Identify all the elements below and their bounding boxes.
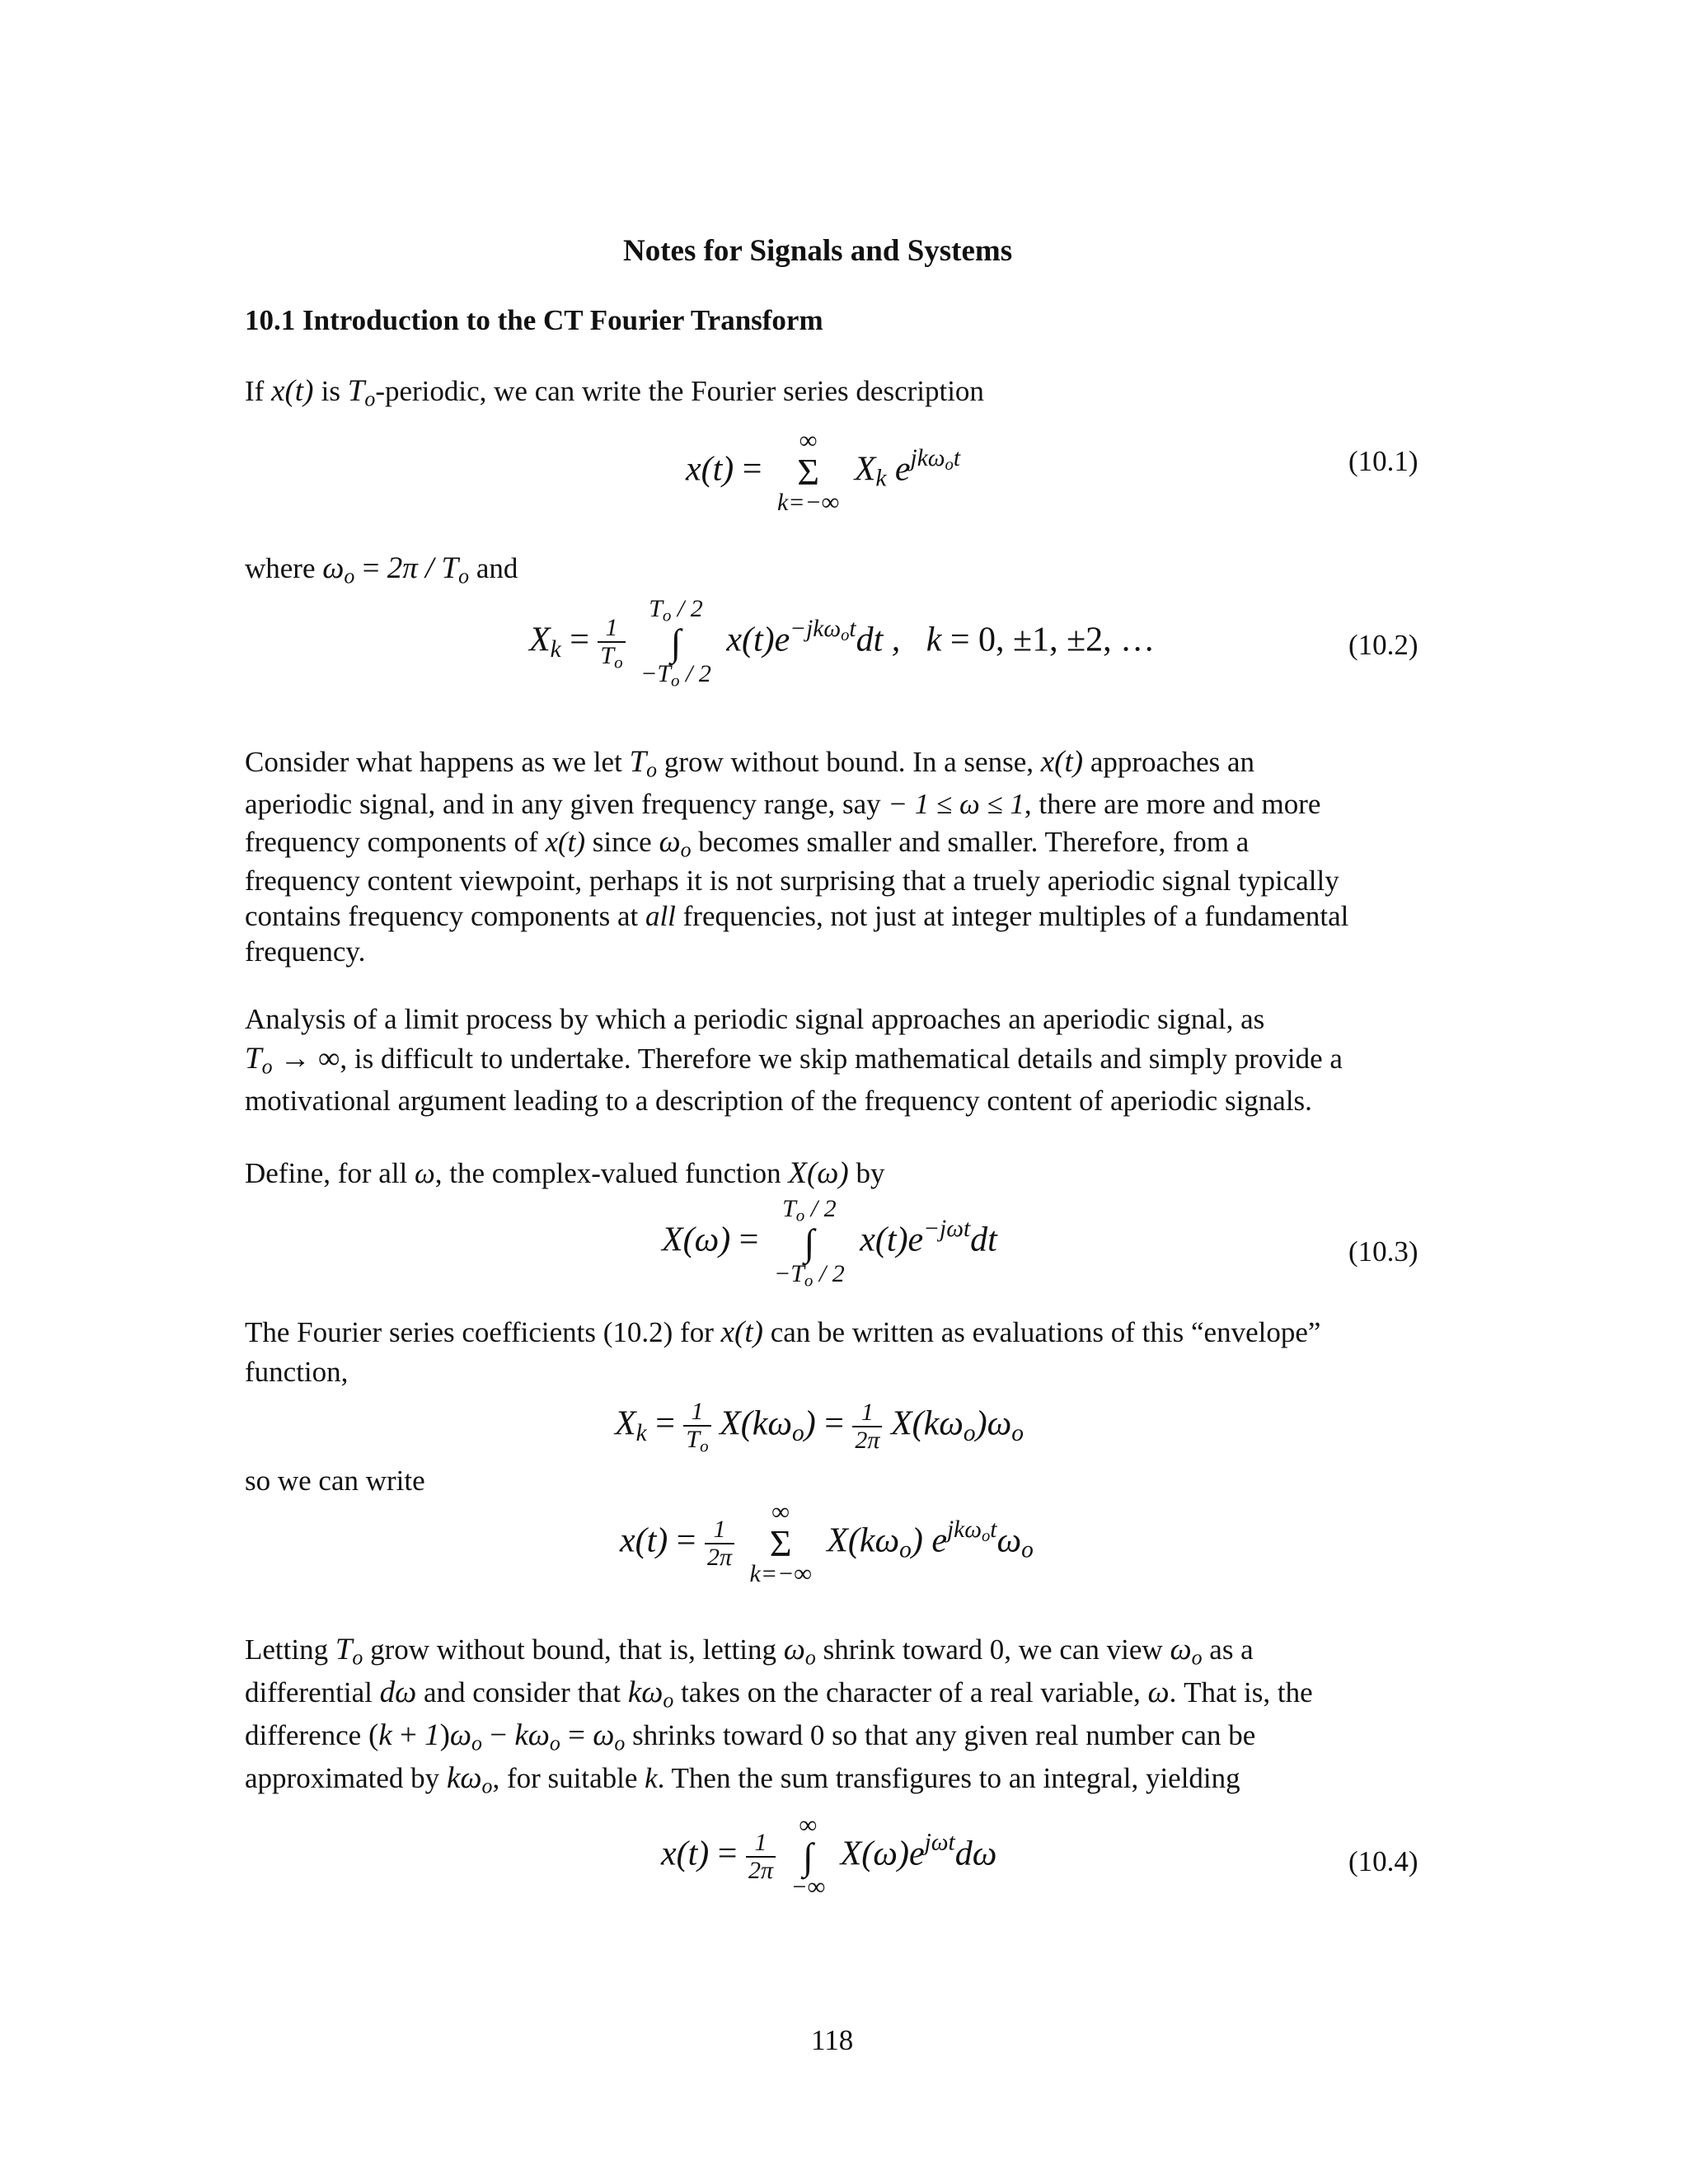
equation-number-3: (10.3)	[1348, 1235, 1418, 1268]
paragraph-letting-line-4: approximated by $k\omega_o$, for suitable k. Then the sum transfigures to an integral, yielding	[245, 1761, 1240, 1798]
equation-number-2: (10.2)	[1348, 629, 1418, 661]
equation-inverse-transform: x(t) = $\frac{1}{2\pi}$ ∞ ∫ −∞ $X(\omega)e^{j\omega t}d\omega$	[661, 1811, 997, 1901]
paragraph-analysis-line-2: $T_o$ → ∞, is difficult to undertake. Therefore we skip mathematical details and simply provide a	[245, 1042, 1343, 1079]
paragraph-analysis-line-3: motivational argument leading to a description of the frequency content of aperiodic signals.	[245, 1085, 1312, 1117]
where-line: where $\omega_o = 2\pi / T_o$ and	[245, 551, 518, 588]
document-title: Notes for Signals and Systems	[623, 234, 1013, 268]
section-heading: 10.1 Introduction to the CT Fourier Transform	[245, 304, 823, 336]
equation-sum-envelope: x(t) = $\frac{1}{2\pi}$ ∞ Σ k=−∞ $X(k\omega_o)$ $e^{jk\omega_ot}\omega_o$	[620, 1498, 1034, 1588]
equation-fourier-series: x(t) = ∞ Σ k=−∞ $X_k$ $e^{jk\omega_ot}$	[686, 427, 960, 517]
paragraph-consider-line-1: Consider what happens as we let $T_o$ grow without bound. In a sense, x(t) approaches an	[245, 745, 1255, 782]
equation-coefficients-envelope: $X_k$ = $\frac{1}{T_o}$ $X(k\omega_o)$ = $\frac{1}{2\pi}$ $X(k\omega_o)\omega_o$	[615, 1398, 1024, 1455]
equation-envelope-function: X(ω) = $T_o / 2$ ∫ $-T_o / 2$ $x(t)e^{-j\omega t}dt$	[662, 1195, 997, 1290]
paragraph-consider-line-3: frequency components of x(t) since $\omega_o$ becomes smaller and smaller. Therefore, from a	[245, 825, 1250, 862]
paragraph-consider-line-4: frequency content viewpoint, perhaps it is not surprising that a truely aperiodic signal typically	[245, 865, 1339, 897]
paragraph-define: Define, for all ω, the complex-valued function X(ω) by	[245, 1156, 885, 1190]
paragraph-analysis-line-1: Analysis of a limit process by which a periodic signal approaches an aperiodic signal, as	[245, 1003, 1265, 1035]
equation-fourier-coefficients: $X_k$ = $\frac{1}{T_o}$ $T_o / 2$ ∫ $-T_o / 2$ $x(t)e^{-jk\omega_ot}dt$ , k = 0, ±1, ±2, …	[529, 595, 1156, 690]
so-we-can-write: so we can write	[245, 1465, 425, 1497]
equation-number-4: (10.4)	[1348, 1845, 1418, 1877]
paragraph-consider-line-2: aperiodic signal, and in any given frequency range, say − 1 ≤ ω ≤ 1, there are more and more	[245, 788, 1321, 820]
equation-number-1: (10.1)	[1348, 445, 1418, 477]
paragraph-letting-line-3: difference $(k + 1)\omega_o - k\omega_o = \omega_o$ shrinks toward 0 so that any given real number can be	[245, 1718, 1256, 1755]
paragraph-coefficients-line-1: The Fourier series coefficients (10.2) for x(t) can be written as evaluations of this “envelope”	[245, 1315, 1321, 1349]
paragraph-consider-line-5: contains frequency components at all frequencies, not just at integer multiples of a fundamental	[245, 900, 1349, 932]
page-number: 118	[811, 2024, 854, 2056]
paragraph-letting-line-2: differential dω and consider that $k\omega_o$ takes on the character of a real variable, ω. That is, the	[245, 1675, 1313, 1713]
paragraph-intro: If x(t) is $T_o$-periodic, we can write the Fourier series description	[245, 374, 984, 411]
paragraph-consider-line-6: frequency.	[245, 935, 366, 968]
paragraph-coefficients-line-2: function,	[245, 1356, 349, 1388]
paragraph-letting-line-1: Letting $T_o$ grow without bound, that is, letting $\omega_o$ shrink toward 0, we can view $\omega_o$ as a	[245, 1633, 1254, 1670]
